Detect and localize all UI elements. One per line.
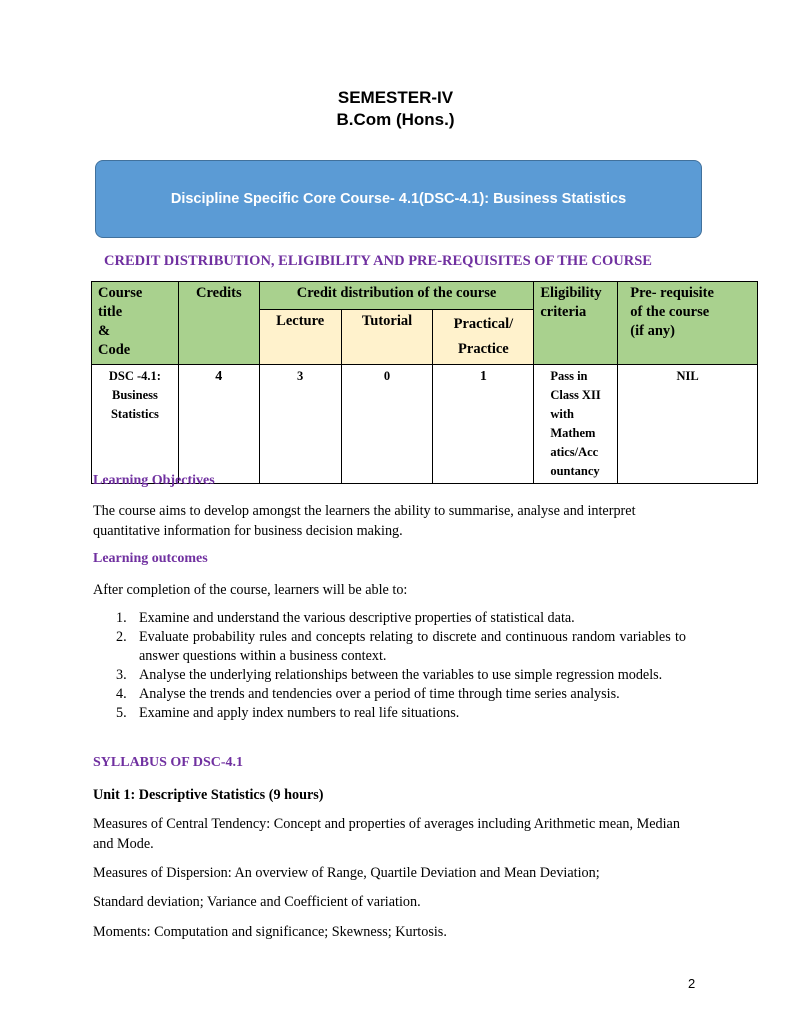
syllabus-paragraph: Measures of Central Tendency: Concept and properties of averages including Arithmetic mean, Median and Mode. [93, 816, 680, 852]
course-banner [95, 160, 702, 238]
list-item: 1. Examine and understand the various descriptive properties of statistical data. [116, 610, 575, 626]
list-item: 2. Evaluate probability rules and concepts relating to discrete and continuous random variables to answer questions within a business context. [116, 629, 686, 664]
learning-outcomes-heading: Learning outcomes [93, 551, 208, 566]
header-prerequisite: Pre- requisite of the course (if any) [618, 282, 758, 365]
header-eligibility: Eligibility criteria [534, 282, 618, 365]
learning-objectives-heading: Learning Objectives [93, 473, 215, 488]
header-lecture: Lecture [259, 310, 341, 365]
cell-practical: 1 [433, 365, 534, 484]
cell-eligibility: Pass in Class XII with Mathem atics/Acc ountancy [534, 365, 618, 484]
list-item: 4. Analyse the trends and tendencies over a period of time through time series analysis. [116, 686, 620, 702]
program-title: B.Com (Hons.) [336, 110, 455, 129]
cell-prerequisite: NIL [618, 365, 758, 484]
cell-tutorial: 0 [341, 365, 433, 484]
learning-objectives-text: The course aims to develop amongst the learners the ability to summarise, analyse and interpret quantitative information for business decision making. [93, 503, 636, 539]
cell-credits: 4 [178, 365, 259, 484]
unit-1-heading [93, 785, 693, 805]
semester-title: SEMESTER-IV [337, 88, 454, 107]
cell-course-code: DSC -4.1: Business Statistics [92, 365, 179, 484]
header-tutorial: Tutorial [341, 310, 433, 365]
cell-lecture: 3 [259, 365, 341, 484]
unit-label: Unit 1 [93, 787, 131, 803]
learning-outcomes-list [93, 609, 686, 723]
learning-outcomes-intro: After completion of the course, learners will be able to: [93, 582, 408, 598]
page-number: 2 [688, 976, 696, 991]
unit-title: : Descriptive Statistics (9 hours) [130, 787, 324, 803]
syllabus-paragraph: Moments: Computation and significance; Skewness; Kurtosis. [93, 924, 447, 940]
list-item: 3. Analyse the underlying relationships between the variables to use simple regression models. [116, 667, 663, 683]
syllabus-paragraph: Standard deviation; Variance and Coefficient of variation. [93, 894, 421, 910]
header-credits: Credits [178, 282, 259, 365]
header-practical: Practical/ Practice [433, 310, 534, 365]
credit-table [91, 281, 758, 484]
table-row [92, 365, 758, 484]
syllabus-heading: SYLLABUS OF DSC-4.1 [93, 755, 244, 770]
credit-distribution-heading: CREDIT DISTRIBUTION, ELIGIBILITY AND PRE-REQUISITES OF THE COURSE [104, 253, 652, 269]
course-banner-title: Discipline Specific Core Course- 4.1(DSC-4.1): Business Statistics [170, 191, 627, 207]
header-credit-distribution: Credit distribution of the course [259, 282, 534, 310]
header-course-title: Course title & Code [92, 282, 179, 365]
syllabus-paragraph: Measures of Dispersion: An overview of Range, Quartile Deviation and Mean Deviation; [93, 865, 600, 881]
list-item: 5. Examine and apply index numbers to real life situations. [116, 705, 460, 721]
